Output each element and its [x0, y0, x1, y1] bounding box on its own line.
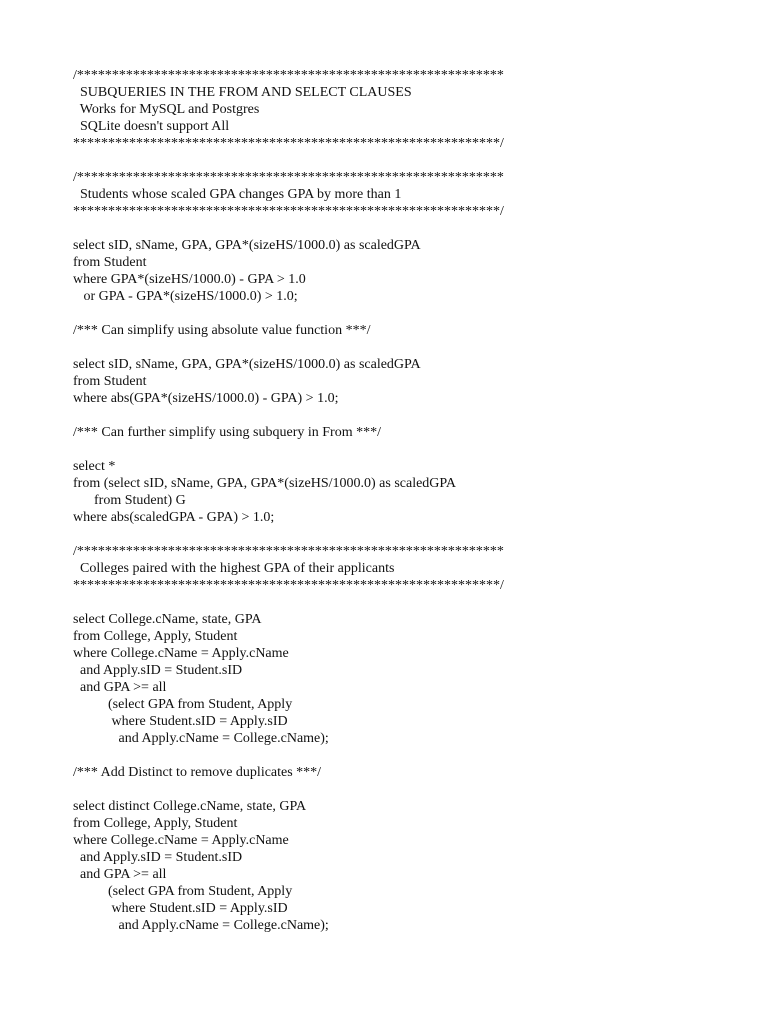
doc-line: select distinct College.cName, state, GPA: [73, 799, 307, 814]
doc-line: [73, 747, 733, 764]
doc-line: /*************************************************************: [73, 544, 504, 559]
doc-line: (select GPA from Student, Apply: [73, 697, 293, 712]
doc-line: from Student) G: [73, 493, 186, 508]
doc-line: and Apply.cName = College.cName);: [73, 731, 329, 746]
doc-line: [73, 305, 733, 322]
doc-line: from (select sID, sName, GPA, GPA*(sizeHS/1000.0) as scaledGPA: [73, 476, 457, 491]
doc-line: [73, 781, 733, 798]
doc-line: from Student: [73, 374, 147, 389]
doc-line: from College, Apply, Student: [73, 816, 238, 831]
doc-line: and Apply.cName = College.cName);: [73, 918, 329, 933]
doc-line: *************************************************************/: [73, 136, 504, 151]
doc-line: where Student.sID = Apply.sID: [73, 714, 288, 729]
doc-line: Colleges paired with the highest GPA of their applicants: [73, 561, 395, 576]
doc-line: from Student: [73, 255, 147, 270]
doc-line: where abs(scaledGPA - GPA) > 1.0;: [73, 510, 275, 525]
doc-line: where College.cName = Apply.cName: [73, 646, 289, 661]
doc-line: select *: [73, 459, 116, 474]
doc-line: where Student.sID = Apply.sID: [73, 901, 288, 916]
doc-line: [73, 526, 733, 543]
doc-line: select sID, sName, GPA, GPA*(sizeHS/1000.0) as scaledGPA: [73, 357, 421, 372]
doc-line: where abs(GPA*(sizeHS/1000.0) - GPA) > 1.0;: [73, 391, 339, 406]
doc-line: select College.cName, state, GPA: [73, 612, 262, 627]
doc-line: [73, 152, 733, 169]
doc-line: [73, 594, 733, 611]
doc-line: [73, 441, 733, 458]
doc-line: /*** Add Distinct to remove duplicates ***/: [73, 765, 322, 780]
doc-line: or GPA - GPA*(sizeHS/1000.0) > 1.0;: [73, 289, 298, 304]
doc-line: where College.cName = Apply.cName: [73, 833, 289, 848]
doc-line: [73, 220, 733, 237]
doc-line: [73, 407, 733, 424]
doc-line: select sID, sName, GPA, GPA*(sizeHS/1000.0) as scaledGPA: [73, 238, 421, 253]
doc-line: /*** Can further simplify using subquery in From ***/: [73, 425, 381, 440]
doc-line: *************************************************************/: [73, 204, 504, 219]
doc-line: SUBQUERIES IN THE FROM AND SELECT CLAUSES: [73, 85, 412, 100]
doc-line: and Apply.sID = Student.sID: [73, 663, 243, 678]
doc-line: and Apply.sID = Student.sID: [73, 850, 243, 865]
doc-line: Works for MySQL and Postgres: [73, 102, 260, 117]
doc-line: /*** Can simplify using absolute value function ***/: [73, 323, 371, 338]
doc-line: SQLite doesn't support All: [73, 119, 230, 134]
doc-line: /*************************************************************: [73, 170, 504, 185]
doc-line: and GPA >= all: [73, 867, 167, 882]
doc-line: Students whose scaled GPA changes GPA by more than 1: [73, 187, 402, 202]
doc-line: [73, 339, 733, 356]
doc-line: and GPA >= all: [73, 680, 167, 695]
doc-line: /*************************************************************: [73, 68, 504, 83]
sql-document: [73, 67, 733, 934]
doc-line: (select GPA from Student, Apply: [73, 884, 293, 899]
doc-line: *************************************************************/: [73, 578, 504, 593]
doc-line: where GPA*(sizeHS/1000.0) - GPA > 1.0: [73, 272, 306, 287]
doc-line: from College, Apply, Student: [73, 629, 238, 644]
